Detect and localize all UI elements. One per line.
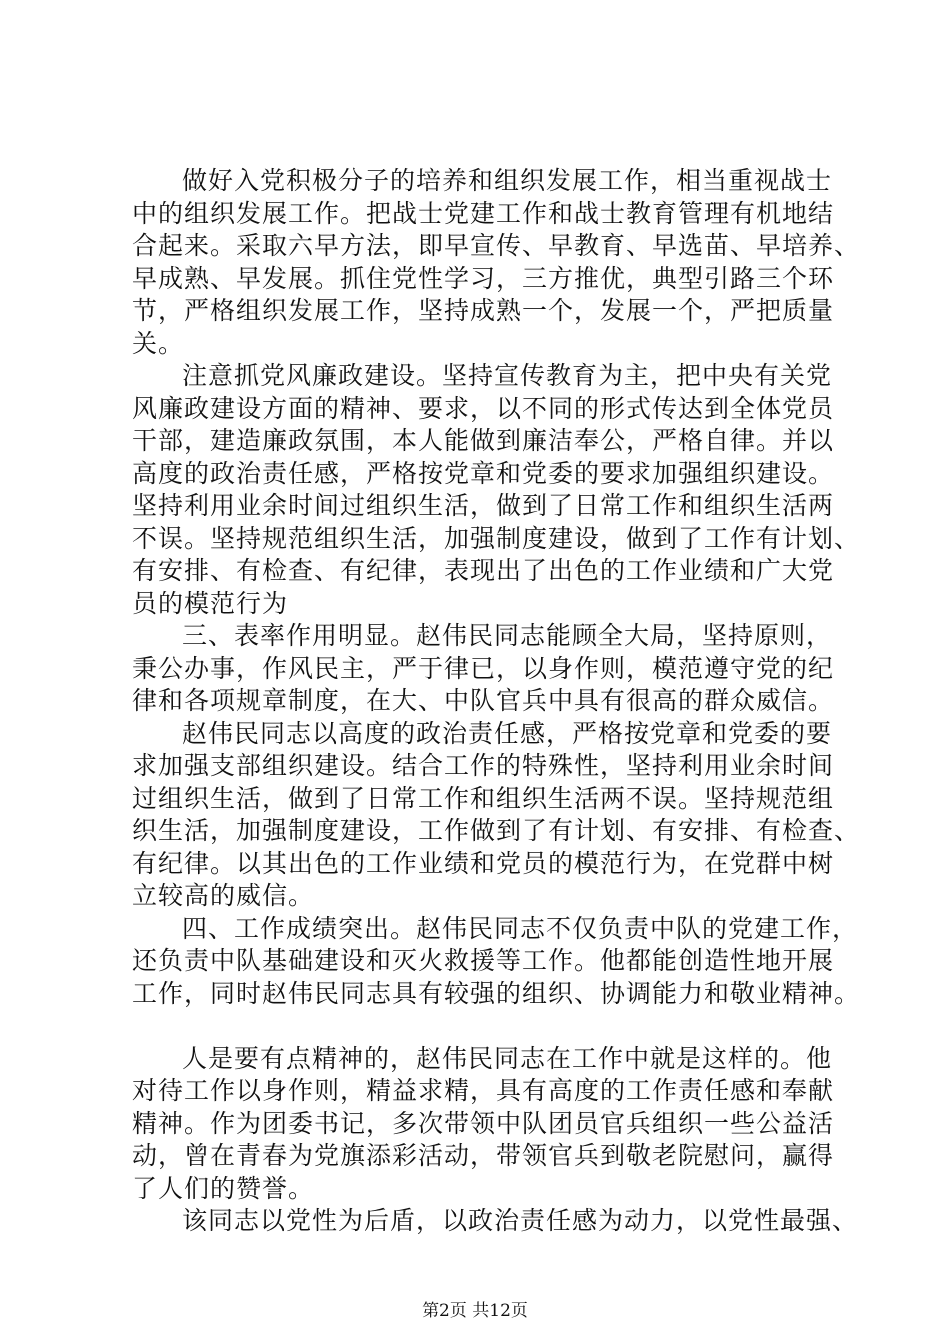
paragraph-1 bbox=[132, 165, 861, 360]
paragraph-2 bbox=[132, 360, 861, 620]
text-line: 有纪律。以其出色的工作业绩和党员的模范行为，在党群中树 bbox=[132, 848, 835, 878]
text-line: 了人们的赞誉。 bbox=[132, 1173, 315, 1203]
text-line: 动，曾在青春为党旗添彩活动，带领官兵到敬老院慰问，赢得 bbox=[132, 1141, 835, 1170]
text-line: 高度的政治责任感，严格按党章和党委的要求加强组织建设。 bbox=[132, 458, 835, 488]
text-line: 律和各项规章制度，在大、中队官兵中具有很高的群众威信。 bbox=[132, 686, 835, 715]
text-line: 还负责中队基础建设和灭火救援等工作。他都能创造性地开展 bbox=[132, 946, 835, 975]
text-line: 风廉政建设方面的精神、要求，以不同的形式传达到全体党员 bbox=[132, 393, 835, 423]
text-line: 该同志以党性为后盾，以政治责任感为动力，以党性最强、 bbox=[182, 1206, 859, 1235]
page-number-footer: 第2页 共12页 bbox=[422, 1301, 528, 1321]
paragraph-5 bbox=[132, 913, 861, 1011]
text-line: 三、表率作用明显。赵伟民同志能顾全大局，坚持原则， bbox=[182, 621, 833, 650]
paragraph-4 bbox=[132, 718, 861, 913]
text-line: 合起来。采取六早方法，即早宣传、早教育、早选苗、早培养、 bbox=[132, 231, 861, 260]
text-line: 关。 bbox=[132, 328, 185, 358]
text-line: 员的模范行为 bbox=[132, 588, 289, 618]
document-body bbox=[132, 165, 861, 1238]
paragraph-6 bbox=[132, 1043, 854, 1206]
text-line: 有安排、有检查、有纪律，表现出了出色的工作业绩和广大党 bbox=[132, 556, 835, 585]
text-line: 节，严格组织发展工作，坚持成熟一个，发展一个，严把质量 bbox=[132, 296, 835, 325]
text-line: 赵伟民同志以高度的政治责任感，严格按党章和党委的要 bbox=[182, 718, 833, 748]
text-line: 注意抓党风廉政建设。坚持宣传教育为主，把中央有关党 bbox=[182, 361, 833, 390]
text-line: 工作，同时赵伟民同志具有较强的组织、协调能力和敬业精神。 bbox=[132, 978, 861, 1008]
text-line: 精神。作为团委书记，多次带领中队团员官兵组织一些公益活 bbox=[132, 1108, 835, 1138]
text-line: 坚持利用业余时间过组织生活，做到了日常工作和组织生活两 bbox=[132, 491, 835, 520]
text-line: 人是要有点精神的，赵伟民同志在工作中就是这样的。他 bbox=[182, 1043, 833, 1073]
text-line: 做好入党积极分子的培养和组织发展工作，相当重视战士 bbox=[182, 166, 833, 195]
paragraph-7 bbox=[132, 1205, 859, 1238]
text-line: 中的组织发展工作。把战士党建工作和战士教育管理有机地结 bbox=[132, 198, 835, 228]
text-line: 干部，建造廉政氛围，本人能做到廉洁奉公，严格自律。并以 bbox=[132, 426, 835, 455]
paragraph-3 bbox=[132, 620, 854, 718]
text-line: 织生活，加强制度建设，工作做到了有计划、有安排、有检查、 bbox=[132, 816, 861, 845]
text-line: 对待工作以身作则，精益求精，具有高度的工作责任感和奉献 bbox=[132, 1076, 835, 1105]
text-line: 秉公办事，作风民主，严于律已，以身作则，模范遵守党的纪 bbox=[132, 653, 835, 683]
text-line: 过组织生活，做到了日常工作和组织生活两不误。坚持规范组 bbox=[132, 783, 835, 813]
text-line: 不误。坚持规范组织生活，加强制度建设，做到了工作有计划、 bbox=[132, 523, 861, 553]
text-line: 立较高的威信。 bbox=[132, 881, 315, 910]
text-line: 四、工作成绩突出。赵伟民同志不仅负责中队的党建工作， bbox=[182, 913, 859, 943]
text-line: 早成熟、早发展。抓住党性学习，三方推优，典型引路三个环 bbox=[132, 263, 835, 293]
text-line: 求加强支部组织建设。结合工作的特殊性，坚持利用业余时间 bbox=[132, 751, 835, 780]
paragraph-spacer bbox=[132, 1010, 854, 1043]
